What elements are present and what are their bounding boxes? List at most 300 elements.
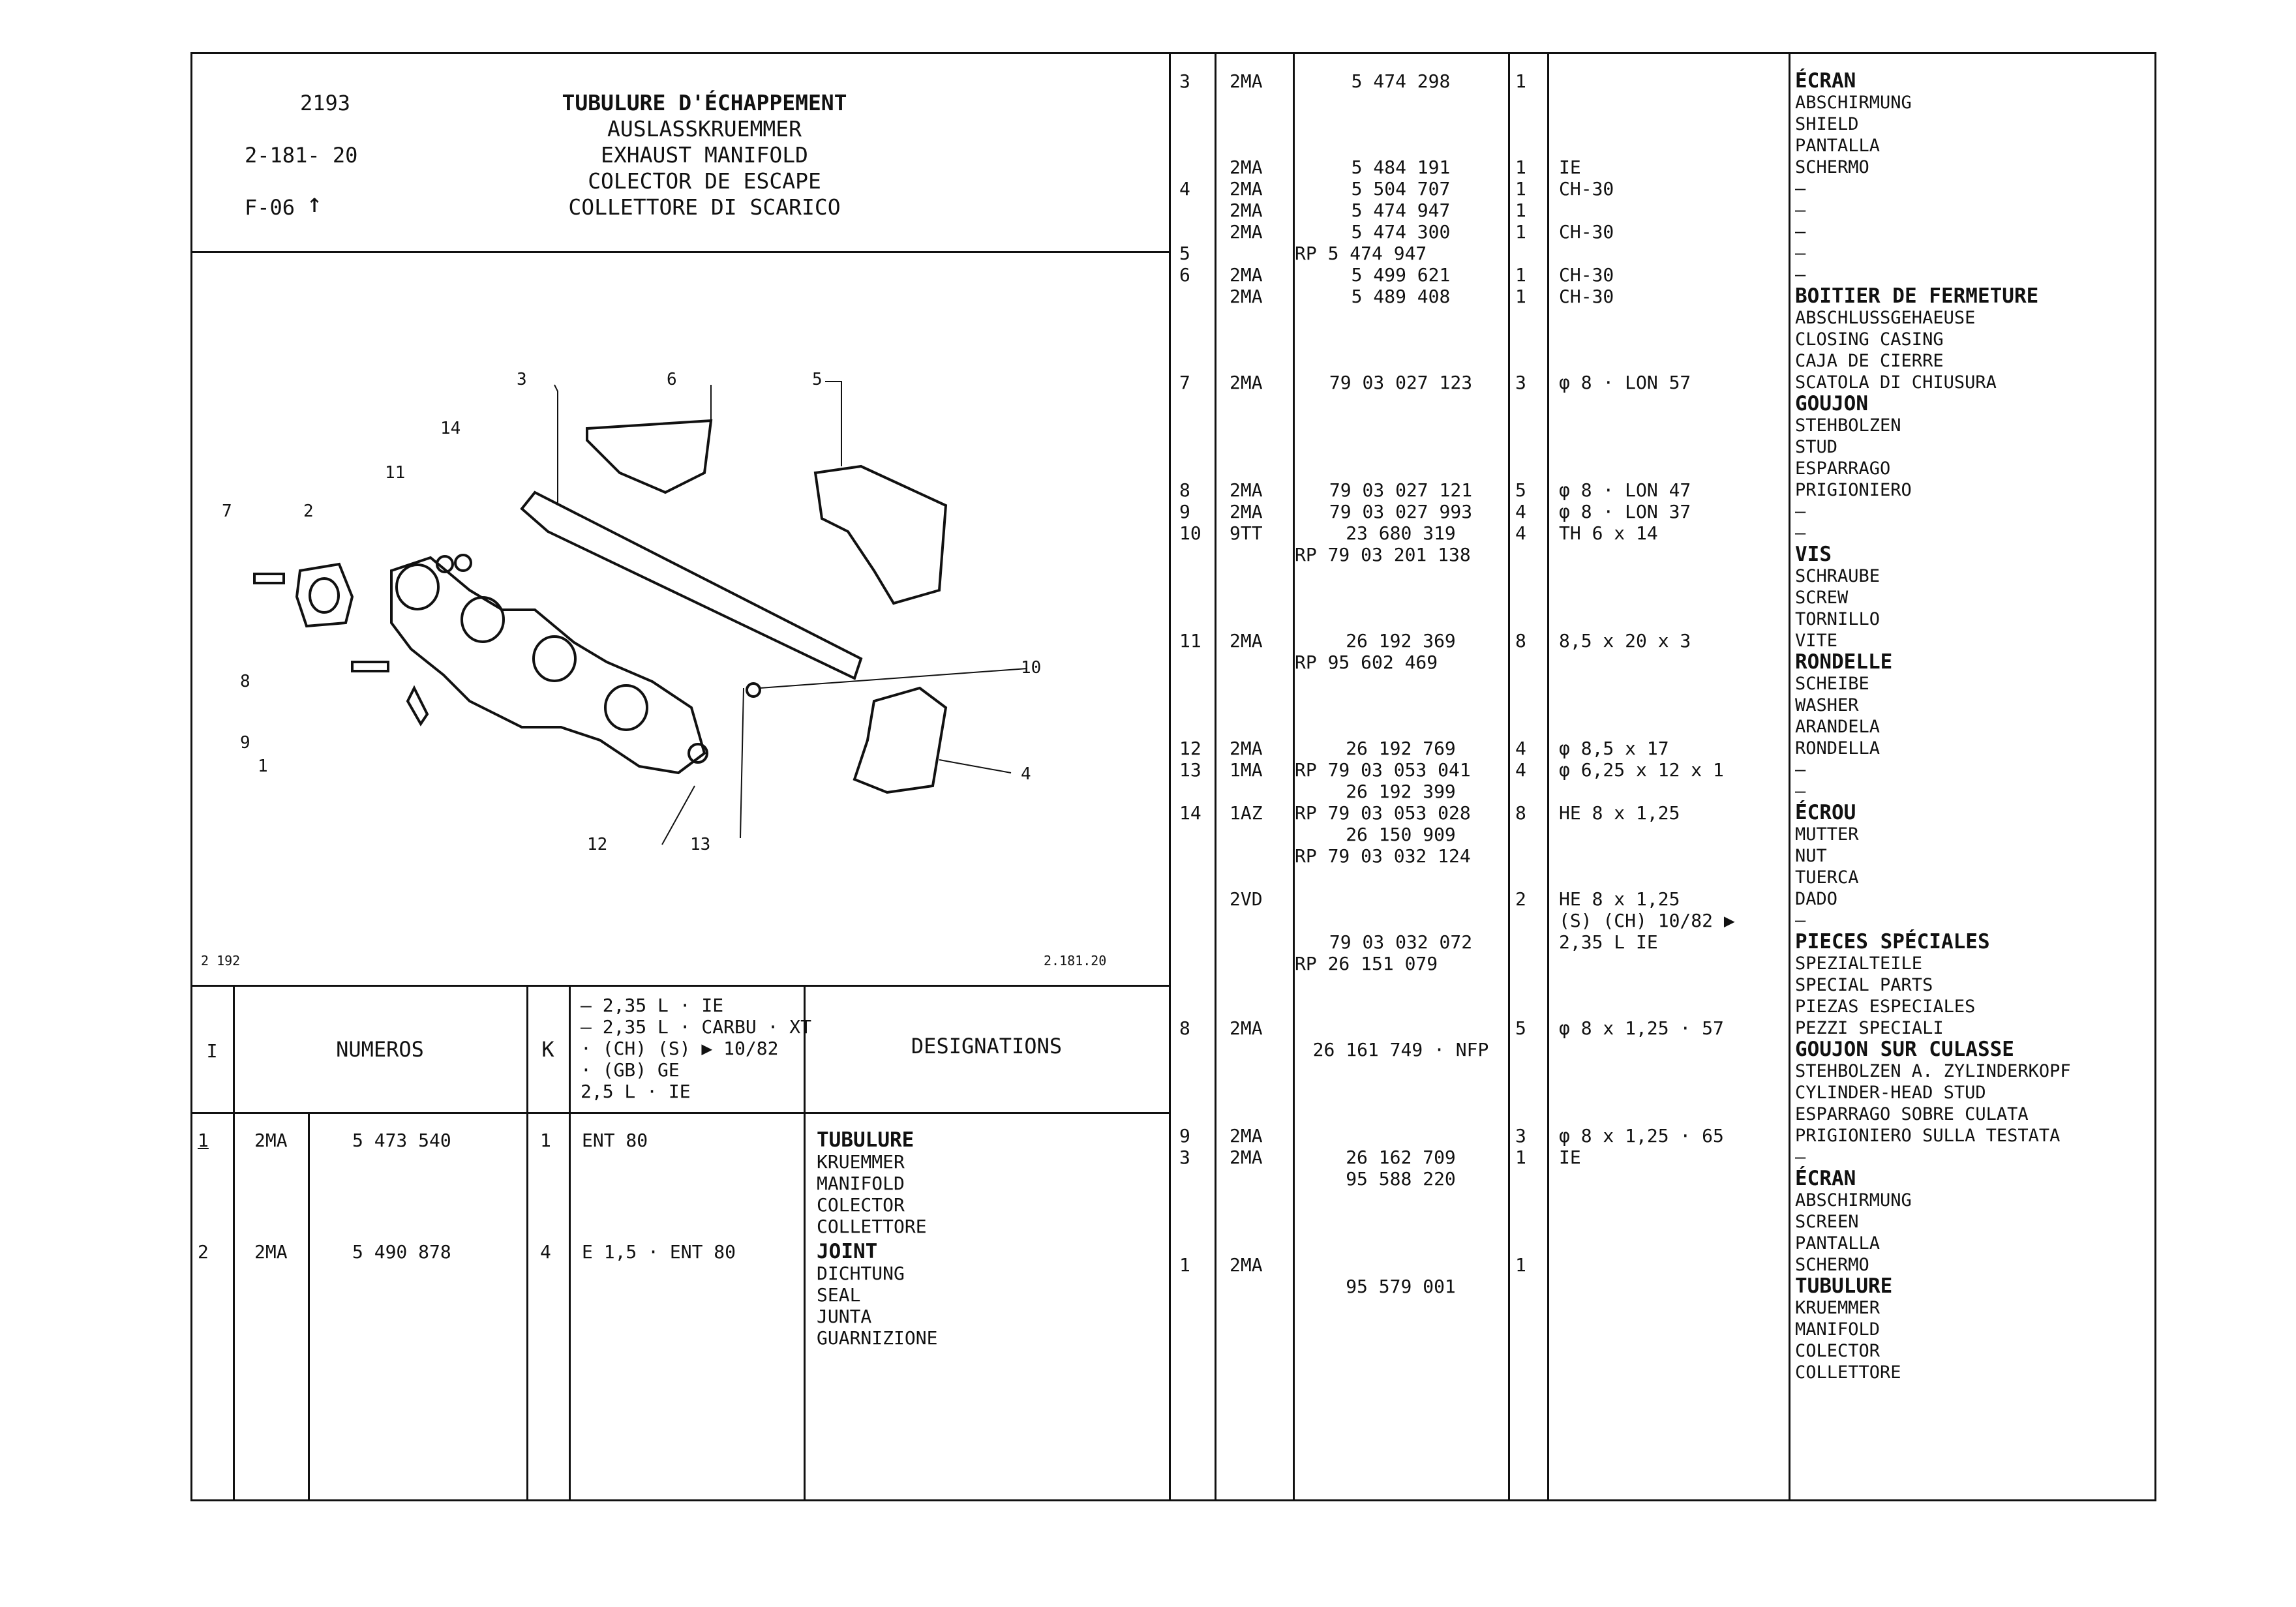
right-index-cell	[1179, 867, 1205, 888]
right-qty-cell: 5	[1515, 1017, 1526, 1039]
right-number-cell	[1295, 1125, 1507, 1147]
right-index-cell	[1179, 135, 1205, 157]
right-qty-cell	[1515, 1211, 1526, 1233]
right-code-cell	[1230, 135, 1263, 157]
right-number-cell	[1295, 436, 1507, 458]
right-index-cell	[1179, 695, 1205, 716]
right-number-cell	[1295, 888, 1507, 910]
designation-line: PANTALLA	[1795, 1233, 1881, 1254]
designation-line: –	[1795, 222, 1806, 242]
right-qty-cell	[1515, 436, 1526, 458]
right-note-cell: CH-30	[1559, 221, 1614, 243]
right-qty-cell	[1515, 910, 1526, 931]
right-qty-cell: 1	[1515, 70, 1526, 92]
right-index-cell: 12	[1179, 738, 1201, 759]
divider-left-right	[1169, 52, 1171, 1501]
right-number-cell	[1295, 350, 1507, 372]
right-number-cell: 5 484 191	[1351, 157, 1451, 178]
right-index-cell: 9	[1179, 501, 1190, 522]
right-number-cell: 79 03 027 123	[1329, 372, 1473, 393]
right-number-cell	[1295, 393, 1507, 415]
designation-line: –	[1795, 910, 1806, 931]
row-code: 2MA	[254, 1241, 288, 1263]
designation-line: STEHBOLZEN A. ZYLINDERKOPF	[1795, 1061, 2071, 1081]
right-index-cell	[1179, 781, 1205, 802]
gasket-hole	[310, 578, 339, 612]
right-note-cell	[1559, 1082, 1735, 1104]
right-note-cell	[1559, 996, 1735, 1017]
right-qty-cell	[1515, 458, 1526, 479]
right-code-cell	[1230, 781, 1263, 802]
designation-line: SHIELD	[1795, 114, 1859, 134]
right-index-cell: 7	[1179, 372, 1190, 393]
callout-12: 12	[587, 835, 608, 854]
designation-line: MANIFOLD	[1795, 1319, 1881, 1340]
right-note-cell: HE 8 x 1,25	[1559, 888, 1680, 910]
right-number-cell	[1295, 695, 1507, 716]
right-qty-cell	[1515, 565, 1526, 587]
right-index-cell: 5	[1179, 243, 1190, 264]
right-note-cell: φ 8 · LON 57	[1559, 372, 1691, 393]
designation-line: SCHERMO	[1795, 157, 1869, 177]
stud-8	[352, 662, 388, 671]
callout-3: 3	[517, 370, 527, 389]
right-note-cell	[1559, 695, 1735, 716]
right-code-cell: 1AZ	[1230, 802, 1263, 824]
right-number-cell	[1295, 1082, 1507, 1104]
right-number-cell: RP 79 03 032 124	[1295, 845, 1471, 867]
right-code-cell	[1230, 931, 1263, 953]
right-qty-cell	[1515, 695, 1526, 716]
designation-line: –	[1795, 200, 1806, 220]
up-arrow-icon: ↑	[307, 188, 323, 218]
designation-line: –	[1795, 179, 1806, 199]
callout-13: 13	[690, 835, 711, 854]
right-index-cell	[1179, 458, 1205, 479]
right-code-cell: 9TT	[1230, 522, 1263, 544]
designation-heading: ÉCRAN	[1795, 69, 1856, 93]
designation-line: PEZZI SPECIALI	[1795, 1018, 1944, 1038]
right-note-cell	[1559, 135, 1735, 157]
designation-line: STUD	[1795, 437, 1838, 457]
right-code-cell	[1230, 652, 1263, 673]
right-number-cell	[1295, 974, 1507, 996]
right-number-cell: 5 499 621	[1351, 264, 1451, 286]
right-index-cell: 14	[1179, 802, 1201, 824]
right-index-cell	[1179, 1082, 1205, 1104]
right-code-cell	[1230, 996, 1263, 1017]
designation-line: ABSCHIRMUNG	[1795, 93, 1912, 113]
designation-heading: GOUJON	[1795, 392, 1868, 415]
right-index-cell	[1179, 716, 1205, 738]
right-number-cell	[1295, 673, 1507, 695]
right-number-cell: 5 489 408	[1351, 286, 1451, 307]
stud-9	[408, 688, 427, 724]
right-note-cell: CH-30	[1559, 264, 1614, 286]
right-code-cell	[1230, 329, 1263, 350]
designation-line: SCHRAUBE	[1795, 566, 1881, 586]
right-code-cell	[1230, 565, 1263, 587]
designation-heading: RONDELLE	[1795, 650, 1893, 674]
manifold-drawing	[254, 421, 946, 792]
right-qty-cell	[1515, 1039, 1526, 1060]
variant-4: · (GB) GE	[581, 1059, 680, 1081]
col-header-k: K	[541, 1037, 554, 1062]
right-qty-cell	[1515, 135, 1526, 157]
right-number-cell	[1295, 867, 1507, 888]
right-code-cell	[1230, 393, 1263, 415]
right-code-cell	[1230, 415, 1263, 436]
right-code-cell: 2MA	[1230, 372, 1263, 393]
divider-left-num	[526, 985, 528, 1501]
casing-4	[854, 688, 946, 792]
right-number-cell	[1295, 1233, 1507, 1254]
right-index-cell	[1179, 113, 1205, 135]
right-number-cell	[1295, 716, 1507, 738]
right-index-cell: 1	[1179, 1254, 1190, 1276]
designation-line: TORNILLO	[1795, 609, 1881, 629]
right-code-cell: 2MA	[1230, 200, 1263, 221]
plate-number: 2193	[300, 91, 351, 115]
right-code-cell: 2MA	[1230, 630, 1263, 652]
right-code-cell: 2VD	[1230, 888, 1263, 910]
right-number-cell: RP 79 03 053 041	[1295, 759, 1471, 781]
right-number-cell	[1295, 1211, 1507, 1233]
right-code-cell	[1230, 1060, 1263, 1082]
right-qty-cell: 4	[1515, 501, 1526, 522]
divider-right-num	[1508, 52, 1510, 1501]
variant-3: · (CH) (S) ▶ 10/82	[581, 1038, 779, 1059]
right-qty-cell: 1	[1515, 178, 1526, 200]
right-note-cell: φ 6,25 x 12 x 1	[1559, 759, 1724, 781]
right-code-cell	[1230, 910, 1263, 931]
right-qty-cell: 2	[1515, 888, 1526, 910]
designation-line: SCHERMO	[1795, 1255, 1869, 1275]
right-code-cell: 1MA	[1230, 759, 1263, 781]
callout-9: 9	[240, 733, 250, 753]
right-qty-cell	[1515, 824, 1526, 845]
right-index-cell	[1179, 953, 1205, 974]
group-number: 2-181- 20	[245, 143, 358, 168]
right-number-cell: 26 150 909	[1346, 824, 1456, 845]
right-code-column	[1230, 70, 1263, 1276]
right-code-cell: 2MA	[1230, 286, 1263, 307]
port-3	[534, 637, 575, 681]
callout-7: 7	[222, 502, 232, 521]
right-number-cell	[1295, 608, 1507, 630]
right-code-cell	[1230, 1211, 1263, 1233]
right-note-cell	[1559, 113, 1735, 135]
right-code-cell	[1230, 1190, 1263, 1211]
designation-line: SPEZIALTEILE	[1795, 954, 1923, 974]
designation-line: PRIGIONIERO SULLA TESTATA	[1795, 1126, 2061, 1146]
designation-line: WASHER	[1795, 695, 1859, 715]
designation-line: –	[1795, 523, 1806, 543]
right-qty-cell	[1515, 1060, 1526, 1082]
port-2	[462, 597, 504, 642]
right-note-cell	[1559, 824, 1735, 845]
right-code-cell	[1230, 1082, 1263, 1104]
right-number-cell	[1295, 92, 1507, 113]
right-index-cell: 3	[1179, 1147, 1190, 1168]
right-qty-cell: 4	[1515, 522, 1526, 544]
right-qty-cell: 4	[1515, 738, 1526, 759]
diagram-ref-right: 2.181.20	[1044, 953, 1107, 969]
right-note-cell: 2,35 L IE	[1559, 931, 1658, 953]
right-code-cell: 2MA	[1230, 1147, 1263, 1168]
right-qty-cell	[1515, 1082, 1526, 1104]
gasket-2	[297, 564, 352, 626]
divider-left-idx	[233, 985, 235, 1501]
right-qty-cell: 4	[1515, 759, 1526, 781]
right-number-cell: RP 26 151 079	[1295, 953, 1438, 974]
bracket-6	[587, 421, 711, 492]
right-note-cell	[1559, 673, 1735, 695]
right-code-cell	[1230, 695, 1263, 716]
right-index-cell: 13	[1179, 759, 1201, 781]
right-note-cell: TH 6 x 14	[1559, 522, 1658, 544]
right-number-cell: 5 504 707	[1351, 178, 1451, 200]
right-index-cell	[1179, 157, 1205, 178]
right-number-cell	[1295, 1060, 1507, 1082]
right-code-cell	[1230, 716, 1263, 738]
leader-lines	[554, 382, 1027, 845]
designation-line: ESPARRAGO SOBRE CULATA	[1795, 1104, 2029, 1124]
designation-line: –	[1795, 265, 1806, 285]
right-qty-cell	[1515, 350, 1526, 372]
right-note-cell: φ 8 · LON 37	[1559, 501, 1691, 522]
right-qty-cell: 3	[1515, 372, 1526, 393]
right-number-cell: 95 588 220	[1346, 1168, 1456, 1190]
designation-line: CYLINDER-HEAD STUD	[1795, 1083, 1986, 1103]
right-index-cell	[1179, 910, 1205, 931]
right-index-cell	[1179, 415, 1205, 436]
designation-heading: ÉCROU	[1795, 801, 1856, 824]
row-index: 2	[198, 1241, 209, 1263]
designation-line: SCREEN	[1795, 1212, 1859, 1232]
right-qty-cell	[1515, 1104, 1526, 1125]
right-note-cell: φ 8 x 1,25 · 65	[1559, 1125, 1724, 1147]
divider-right-idx	[1215, 52, 1216, 1501]
right-code-cell	[1230, 544, 1263, 565]
right-code-cell	[1230, 436, 1263, 458]
designation-heading: PIECES SPÉCIALES	[1795, 930, 1990, 954]
designation-line: COLECTOR	[1795, 1341, 1881, 1361]
right-index-cell	[1179, 888, 1205, 910]
callout-14: 14	[440, 419, 461, 438]
right-code-cell	[1230, 350, 1263, 372]
designation-line: STEHBOLZEN	[1795, 415, 1901, 436]
right-qty-cell	[1515, 608, 1526, 630]
row-designation: JOINT DICHTUNG SEAL JUNTA GUARNIZIONE	[817, 1240, 938, 1349]
designation-line: PRIGIONIERO	[1795, 480, 1912, 500]
right-note-cell	[1559, 200, 1735, 221]
right-note-cell	[1559, 350, 1735, 372]
divider-table-head	[190, 1112, 1169, 1114]
right-qty-cell	[1515, 1168, 1526, 1190]
designation-line: SPECIAL PARTS	[1795, 975, 1933, 995]
right-qty-cell: 3	[1515, 1125, 1526, 1147]
row-k: 4	[540, 1241, 551, 1263]
divider-left-code	[308, 1112, 310, 1501]
right-index-column	[1179, 70, 1205, 1276]
right-code-cell: 2MA	[1230, 178, 1263, 200]
right-designation-column	[1795, 70, 2071, 1383]
right-index-cell	[1179, 286, 1205, 307]
right-note-cell	[1559, 974, 1735, 996]
right-note-cell	[1559, 565, 1735, 587]
right-index-cell	[1179, 652, 1205, 673]
callout-1: 1	[258, 757, 268, 776]
designation-line: COLLETTORE	[1795, 1362, 1901, 1383]
right-code-cell	[1230, 587, 1263, 608]
designation-heading: TUBULURE	[1795, 1274, 1893, 1298]
right-qty-cell	[1515, 673, 1526, 695]
right-number-cell	[1295, 329, 1507, 350]
right-number-cell: 26 162 709	[1346, 1147, 1456, 1168]
row-designation: TUBULURE KRUEMMER MANIFOLD COLECTOR COLLETTORE	[817, 1128, 927, 1237]
right-qty-cell	[1515, 393, 1526, 415]
right-number-cell	[1295, 113, 1507, 135]
designation-heading: GOUJON SUR CULASSE	[1795, 1038, 2014, 1061]
right-number-cell: 79 03 027 993	[1329, 501, 1473, 522]
right-number-cell: 26 161 749 · NFP	[1312, 1039, 1489, 1060]
right-index-cell	[1179, 1104, 1205, 1125]
right-qty-column	[1515, 70, 1526, 1276]
right-index-cell: 8	[1179, 479, 1190, 501]
right-note-cell	[1559, 436, 1735, 458]
right-code-cell	[1230, 458, 1263, 479]
row-index: 1	[198, 1130, 209, 1151]
divider-right-note	[1789, 52, 1790, 1501]
right-number-cell: 79 03 027 121	[1329, 479, 1473, 501]
col-header-designations: DESIGNATIONS	[911, 1034, 1063, 1059]
right-index-cell	[1179, 996, 1205, 1017]
right-code-cell	[1230, 824, 1263, 845]
callout-6: 6	[667, 370, 677, 389]
right-note-cell: CH-30	[1559, 286, 1614, 307]
right-number-cell	[1295, 307, 1507, 329]
right-number-cell	[1295, 996, 1507, 1017]
right-code-cell	[1230, 673, 1263, 695]
right-number-column	[1295, 70, 1507, 1297]
row-part-number: 5 473 540	[352, 1130, 451, 1151]
right-number-cell	[1295, 1017, 1507, 1039]
right-note-cell	[1559, 1104, 1735, 1125]
right-index-cell: 9	[1179, 1125, 1190, 1147]
right-index-cell	[1179, 329, 1205, 350]
right-note-cell: (S) (CH) 10/82 ▶	[1559, 910, 1735, 931]
right-qty-cell	[1515, 931, 1526, 953]
right-index-cell	[1179, 221, 1205, 243]
right-note-cell	[1559, 1039, 1735, 1060]
callout-11: 11	[385, 463, 406, 483]
right-number-cell: RP 5 474 947	[1295, 243, 1427, 264]
right-index-cell	[1179, 350, 1205, 372]
right-number-cell: 23 680 319	[1346, 522, 1456, 544]
right-qty-cell: 1	[1515, 200, 1526, 221]
right-number-cell: RP 79 03 053 028	[1295, 802, 1471, 824]
right-number-cell: 26 192 369	[1346, 630, 1456, 652]
title-block	[509, 90, 900, 220]
right-code-cell	[1230, 1104, 1263, 1125]
callout-8: 8	[240, 672, 250, 691]
shield-5	[815, 466, 946, 603]
designation-line: ARANDELA	[1795, 717, 1881, 737]
right-note-cell: IE	[1559, 1147, 1581, 1168]
right-qty-cell	[1515, 243, 1526, 264]
right-note-cell	[1559, 587, 1735, 608]
right-note-cell	[1559, 608, 1735, 630]
right-number-cell: 5 474 947	[1351, 200, 1451, 221]
designation-line: PANTALLA	[1795, 136, 1881, 156]
right-index-cell	[1179, 200, 1205, 221]
right-index-cell	[1179, 1233, 1205, 1254]
right-qty-cell	[1515, 716, 1526, 738]
right-note-cell	[1559, 393, 1735, 415]
right-number-cell: RP 79 03 201 138	[1295, 544, 1471, 565]
col-header-numbers: NUMEROS	[336, 1037, 424, 1062]
right-note-cell	[1559, 243, 1735, 264]
designation-line: SCATOLA DI CHIUSURA	[1795, 372, 1997, 393]
right-code-cell: 2MA	[1230, 1017, 1263, 1039]
right-code-cell	[1230, 1168, 1263, 1190]
variant-5: 2,5 L · IE	[581, 1081, 691, 1102]
right-index-cell	[1179, 1060, 1205, 1082]
right-note-cell: φ 8 · LON 47	[1559, 479, 1691, 501]
designation-line: TUERCA	[1795, 867, 1859, 888]
right-code-cell: 2MA	[1230, 264, 1263, 286]
right-qty-cell	[1515, 953, 1526, 974]
row-k: 1	[540, 1130, 551, 1151]
designation-line: ABSCHLUSSGEHAEUSE	[1795, 308, 1976, 328]
designation-line: CLOSING CASING	[1795, 329, 1944, 350]
designation-line: ESPARRAGO	[1795, 458, 1891, 479]
right-note-cell	[1559, 716, 1735, 738]
right-note-cell	[1559, 329, 1735, 350]
diagram-ref-left: 2 192	[201, 953, 241, 969]
right-code-cell: 2MA	[1230, 221, 1263, 243]
right-qty-cell	[1515, 867, 1526, 888]
designation-line: SCHEIBE	[1795, 674, 1869, 694]
designation-heading: BOITIER DE FERMETURE	[1795, 284, 2039, 308]
right-qty-cell	[1515, 113, 1526, 135]
right-qty-cell: 1	[1515, 157, 1526, 178]
right-code-cell	[1230, 953, 1263, 974]
right-note-cell: CH-30	[1559, 178, 1614, 200]
designation-heading: VIS	[1795, 543, 1832, 566]
designation-line: ABSCHIRMUNG	[1795, 1190, 1912, 1210]
right-code-cell: 2MA	[1230, 1254, 1263, 1276]
designation-line: –	[1795, 502, 1806, 522]
callout-2: 2	[303, 502, 314, 521]
right-number-cell	[1295, 910, 1507, 931]
right-number-cell	[1295, 135, 1507, 157]
right-qty-cell: 8	[1515, 802, 1526, 824]
right-code-cell	[1230, 113, 1263, 135]
right-number-cell	[1295, 587, 1507, 608]
variant-1: – 2,35 L · IE	[581, 995, 724, 1016]
right-note-cell	[1559, 953, 1735, 974]
right-note-column	[1559, 70, 1735, 1168]
nut-11b	[455, 555, 471, 571]
right-note-cell	[1559, 307, 1735, 329]
designation-line: PIEZAS ESPECIALES	[1795, 997, 1976, 1017]
right-index-cell	[1179, 393, 1205, 415]
right-qty-cell	[1515, 92, 1526, 113]
right-code-cell	[1230, 867, 1263, 888]
right-qty-cell	[1515, 652, 1526, 673]
